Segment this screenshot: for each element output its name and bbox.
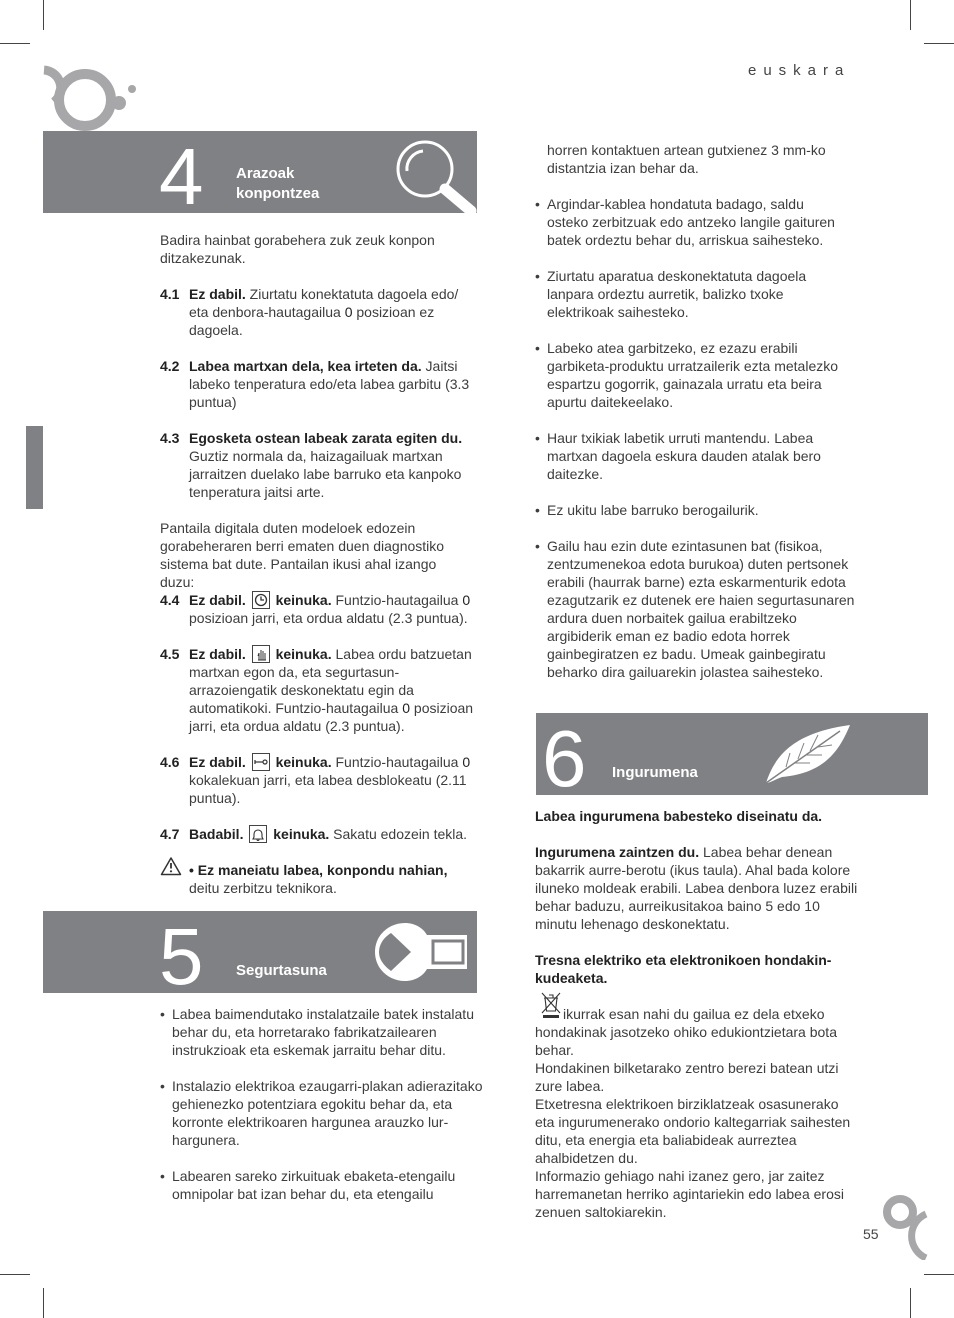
- section-4-title-line1: Arazoak: [236, 165, 295, 182]
- section-4-intro: Badira hainbat gorabehera zuk zeuk konpon ditzakezunak.: [160, 232, 435, 266]
- section-4-title-line2: konpontzea: [236, 185, 320, 202]
- brand-circles-icon: [40, 62, 140, 134]
- crop-mark: [910, 0, 911, 30]
- brand-circles-icon: [880, 1192, 930, 1260]
- section-4-banner: [43, 131, 477, 213]
- weee-heading: Tresna elektriko eta elektronikoen hondakin-kudeaketa.: [535, 952, 832, 986]
- environment-paragraph-3: Hondakinen bilketarako zentro berezi batean utzi zure labea.: [535, 1060, 839, 1094]
- section-5-banner: [43, 911, 477, 993]
- section-5-number: 5: [159, 912, 204, 993]
- side-tab-marker: [26, 426, 43, 509]
- environment-lead: Labea ingurumena babesteko diseinatu da.: [535, 808, 823, 824]
- warning-text: deitu zerbitzu teknikora.: [189, 880, 337, 896]
- page-number: 55: [863, 1226, 879, 1242]
- section-6-banner: [536, 713, 928, 795]
- key-icon: [252, 753, 270, 771]
- crop-mark: [43, 0, 44, 30]
- diagnostic-intro: Pantaila digitala duten modeloek edozein gorabeheraren berri ematen duen diagnostiko sistema bat dute. Pantailan ikusi ahal izango duzu:: [160, 520, 445, 590]
- hand-icon: [252, 645, 270, 663]
- crop-mark: [924, 43, 954, 44]
- environment-paragraph-4: Etxetresna elektrikoen birziklatzeak osasunerako eta ingurumenerako ondorio kaltegarriak saihesten ditu, eta energia eta baliabideak aurreztea ahalbidetzen du.: [535, 1096, 851, 1166]
- wrench-icon: [369, 919, 469, 985]
- section-6-title: Ingurumena: [612, 764, 698, 781]
- safety-continued: horren kontaktuen artean gutxienez 3 mm-ko distantzia izan behar da.: [547, 142, 826, 176]
- section-5-title: Segurtasuna: [236, 962, 327, 979]
- crop-mark: [924, 1274, 954, 1275]
- weee-paragraph: ikurrak esan nahi du gailua ez dela etxeko hondakinak jasotzeko ohiko edukiontzietara bota behar.: [535, 1006, 837, 1058]
- warning-triangle-icon: [160, 856, 182, 876]
- leaf-icon: [760, 719, 856, 789]
- bell-icon: [249, 825, 267, 843]
- section-6-number: 6: [542, 714, 587, 795]
- clock-icon: [252, 591, 270, 609]
- language-label: euskara: [748, 62, 851, 79]
- section-4-number: 4: [159, 132, 204, 213]
- environment-paragraph-5: Informazio gehiago nahi izanez gero, jar zaitez harremanetan herriko agintariekin edo labea erosi zenuen saltokiarekin.: [535, 1168, 844, 1220]
- warning-text-bold: • Ez maneiatu labea, konpondu nahian,: [189, 862, 448, 878]
- magnifier-icon: [393, 139, 477, 213]
- crop-mark: [910, 1288, 911, 1318]
- crop-mark: [0, 1274, 30, 1275]
- crop-mark: [0, 43, 30, 44]
- crop-mark: [43, 1288, 44, 1318]
- environment-paragraph-1: Ingurumena zaintzen du. Labea behar denean bakarrik aurre-berotu (ikus taula). Ahal bada kolore iluneko moldeak erabili. Labea denbora luzez erabili behar baduzu, aurreikusitakoa baino 5 edo 10 minutu lehenago deskonektatu.: [535, 844, 858, 932]
